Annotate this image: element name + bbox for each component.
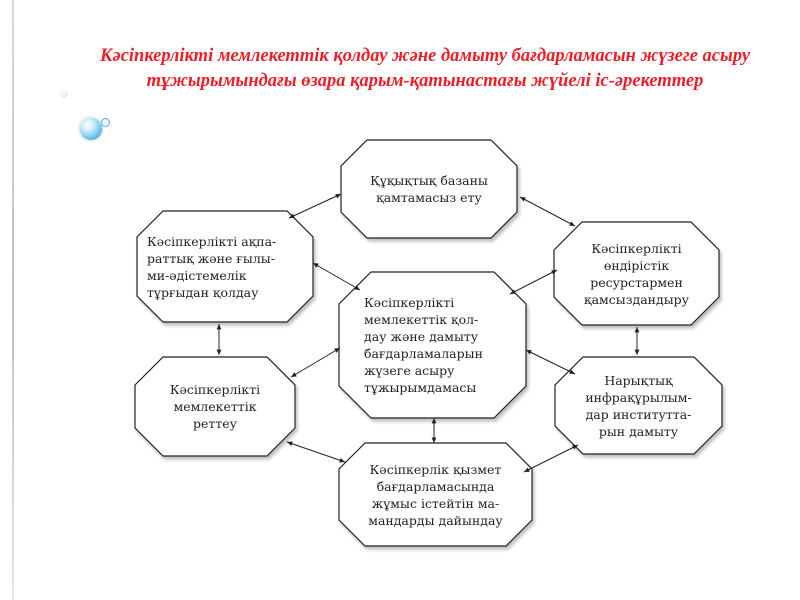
node-info: [147, 211, 307, 322]
node-info-label: Кәсіпкерлікті ақпа- раттық және ғылы- ми-әдістемелік тұрғыдан қолдау: [147, 233, 277, 300]
slide-title: Кәсіпкерлікті мемлекеттік қолдау және дамыту бағдарламасын жүзеге асыру тұжырымындағы өзара қарым-қатынастағы жүйелі іс-әрекеттер: [99, 46, 751, 91]
node-center: [364, 272, 524, 418]
node-training-label: Кәсіпкерлік қызмет бағдарламасында жұмыс істейтін ма- мандарды дайындау: [368, 461, 503, 528]
node-resources-label: Кәсіпкерлікті өндірістік ресурстармен қамсыздандыру: [584, 240, 689, 307]
node-legal-label: Құқықтық базаны қамтамасыз ету: [370, 173, 488, 205]
connector-info-center: [313, 263, 360, 290]
connector-regulation-training: [287, 442, 345, 462]
node-center-label: Кәсіпкерлікті мемлекеттік қол- дау және дамыту бағдарламаларын жүзеге асыру тұжырымдамасы: [364, 295, 483, 395]
node-infrastructure: [555, 357, 722, 454]
node-regulation: [135, 357, 295, 456]
node-resources: [554, 222, 719, 325]
node-regulation-label: Кәсіпкерлікті мемлекеттік реттеу: [169, 382, 261, 431]
node-legal: [341, 140, 517, 238]
connector-center-regulation: [291, 348, 340, 377]
node-infrastructure-label: Нарықтық инфрақұрылым- дар институтта- рын дамыту: [585, 372, 692, 439]
node-training: [339, 443, 532, 546]
